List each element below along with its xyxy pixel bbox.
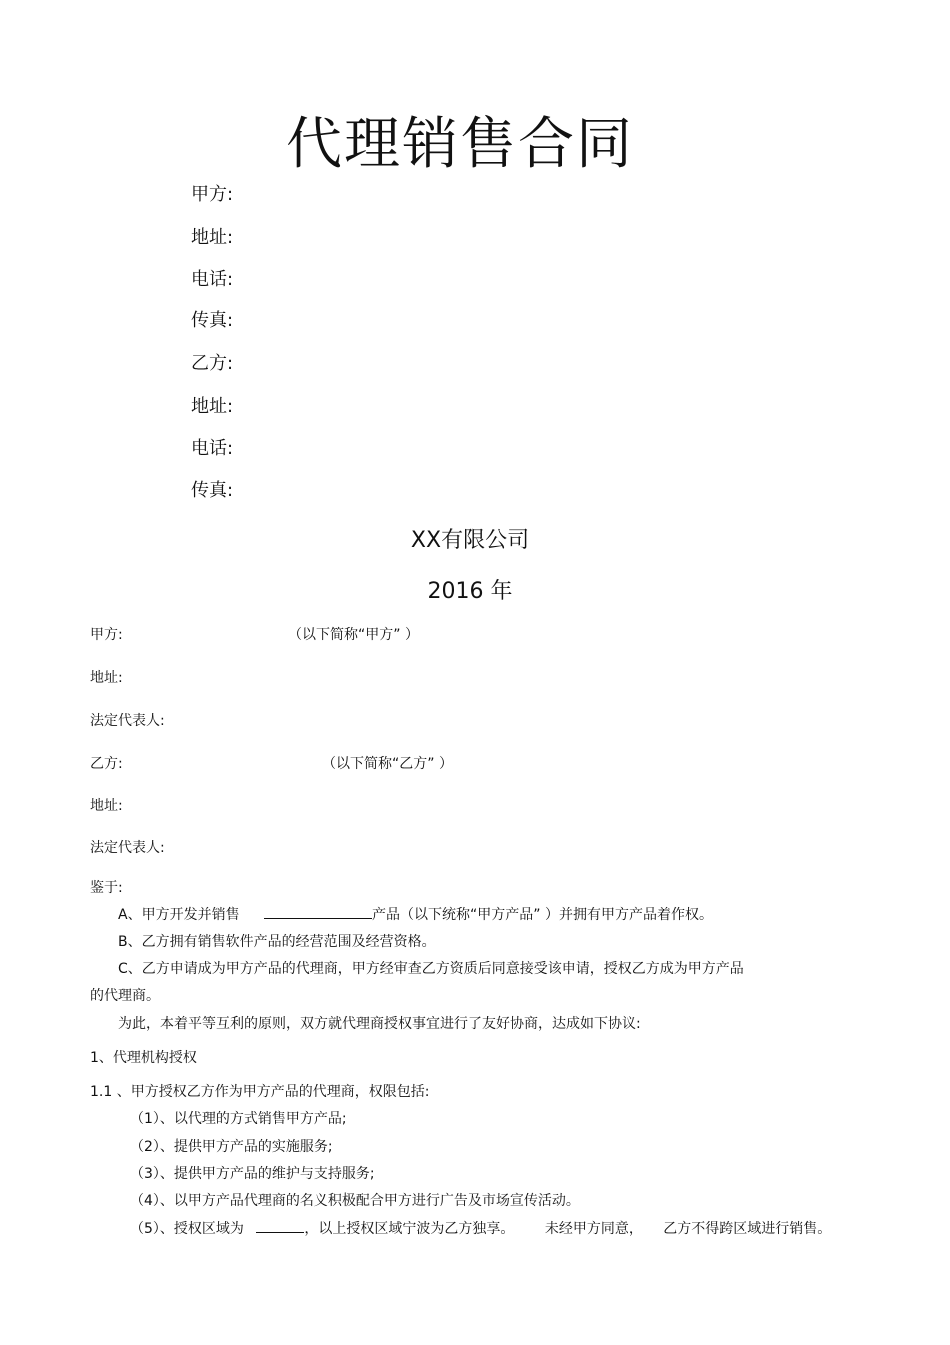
party-b-representative: 法定代表人: — [90, 840, 165, 856]
recital-a — [118, 904, 713, 924]
cover-fax-a: 传真: — [191, 310, 234, 331]
party-a-note: （以下简称“甲方” ） — [288, 627, 419, 643]
company-name: XX有限公司 — [410, 528, 530, 553]
recital-a-text-end: 产品（以下统称“甲方产品” ）并拥有甲方产品着作权。 — [372, 907, 713, 923]
recital-c-line1: C、乙方申请成为甲方产品的代理商，甲方经审查乙方资质后同意接受该申请，授权乙方成为甲方产品 — [118, 961, 744, 977]
clause-item: （3）、提供甲方产品的维护与支持服务; — [130, 1166, 375, 1182]
party-a-label: 甲方: — [90, 627, 123, 643]
party-b-note: （以下简称“乙方” ） — [322, 756, 453, 772]
recital-a-text-start: A、甲方开发并销售 — [118, 907, 240, 923]
contract-title: 代理销售合同 — [286, 112, 634, 177]
section-1-heading: 1、代理机构授权 — [90, 1050, 197, 1066]
cover-party-a: 甲方: — [191, 184, 234, 205]
cover-address-a: 地址: — [191, 227, 234, 248]
region-blank-line — [256, 1218, 304, 1233]
cover-phone-b: 电话: — [191, 438, 234, 459]
clause-1-1: 1.1 、甲方授权乙方作为甲方产品的代理商，权限包括: — [90, 1084, 430, 1100]
party-a-representative: 法定代表人: — [90, 713, 165, 729]
clause-item: （1）、以代理的方式销售甲方产品; — [130, 1111, 347, 1127]
party-b-address: 地址: — [90, 798, 123, 814]
clause-item-5-start: （5）、授权区域为 — [130, 1221, 244, 1237]
clause-item: （2）、提供甲方产品的实施服务; — [130, 1139, 333, 1155]
clause-item-5-end-2: 乙方不得跨区域进行销售。 — [663, 1221, 832, 1237]
cover-party-b: 乙方: — [191, 353, 234, 374]
contract-year: 2016 年 — [427, 579, 513, 604]
cover-address-b: 地址: — [191, 396, 234, 417]
recital-c-line2: 的代理商。 — [90, 988, 160, 1004]
clause-item-5-end-1: 未经甲方同意， — [544, 1221, 643, 1237]
clause-item-5 — [130, 1218, 831, 1238]
recitals-heading: 鉴于: — [90, 880, 123, 896]
party-a-address: 地址: — [90, 670, 123, 686]
party-b-label: 乙方: — [90, 756, 123, 772]
clause-item: （4）、以甲方产品代理商的名义积极配合甲方进行广告及市场宣传活动。 — [130, 1193, 580, 1209]
recital-b: B、乙方拥有销售软件产品的经营范围及经营资格。 — [118, 934, 436, 950]
clause-item-5-middle: ，以上授权区域宁波为乙方独享。 — [304, 1221, 515, 1237]
product-blank-line — [264, 904, 372, 919]
cover-fax-b: 传真: — [191, 480, 234, 501]
recitals-conclusion: 为此，本着平等互利的原则，双方就代理商授权事宜进行了友好协商，达成如下协议: — [118, 1016, 641, 1032]
cover-phone-a: 电话: — [191, 269, 234, 290]
